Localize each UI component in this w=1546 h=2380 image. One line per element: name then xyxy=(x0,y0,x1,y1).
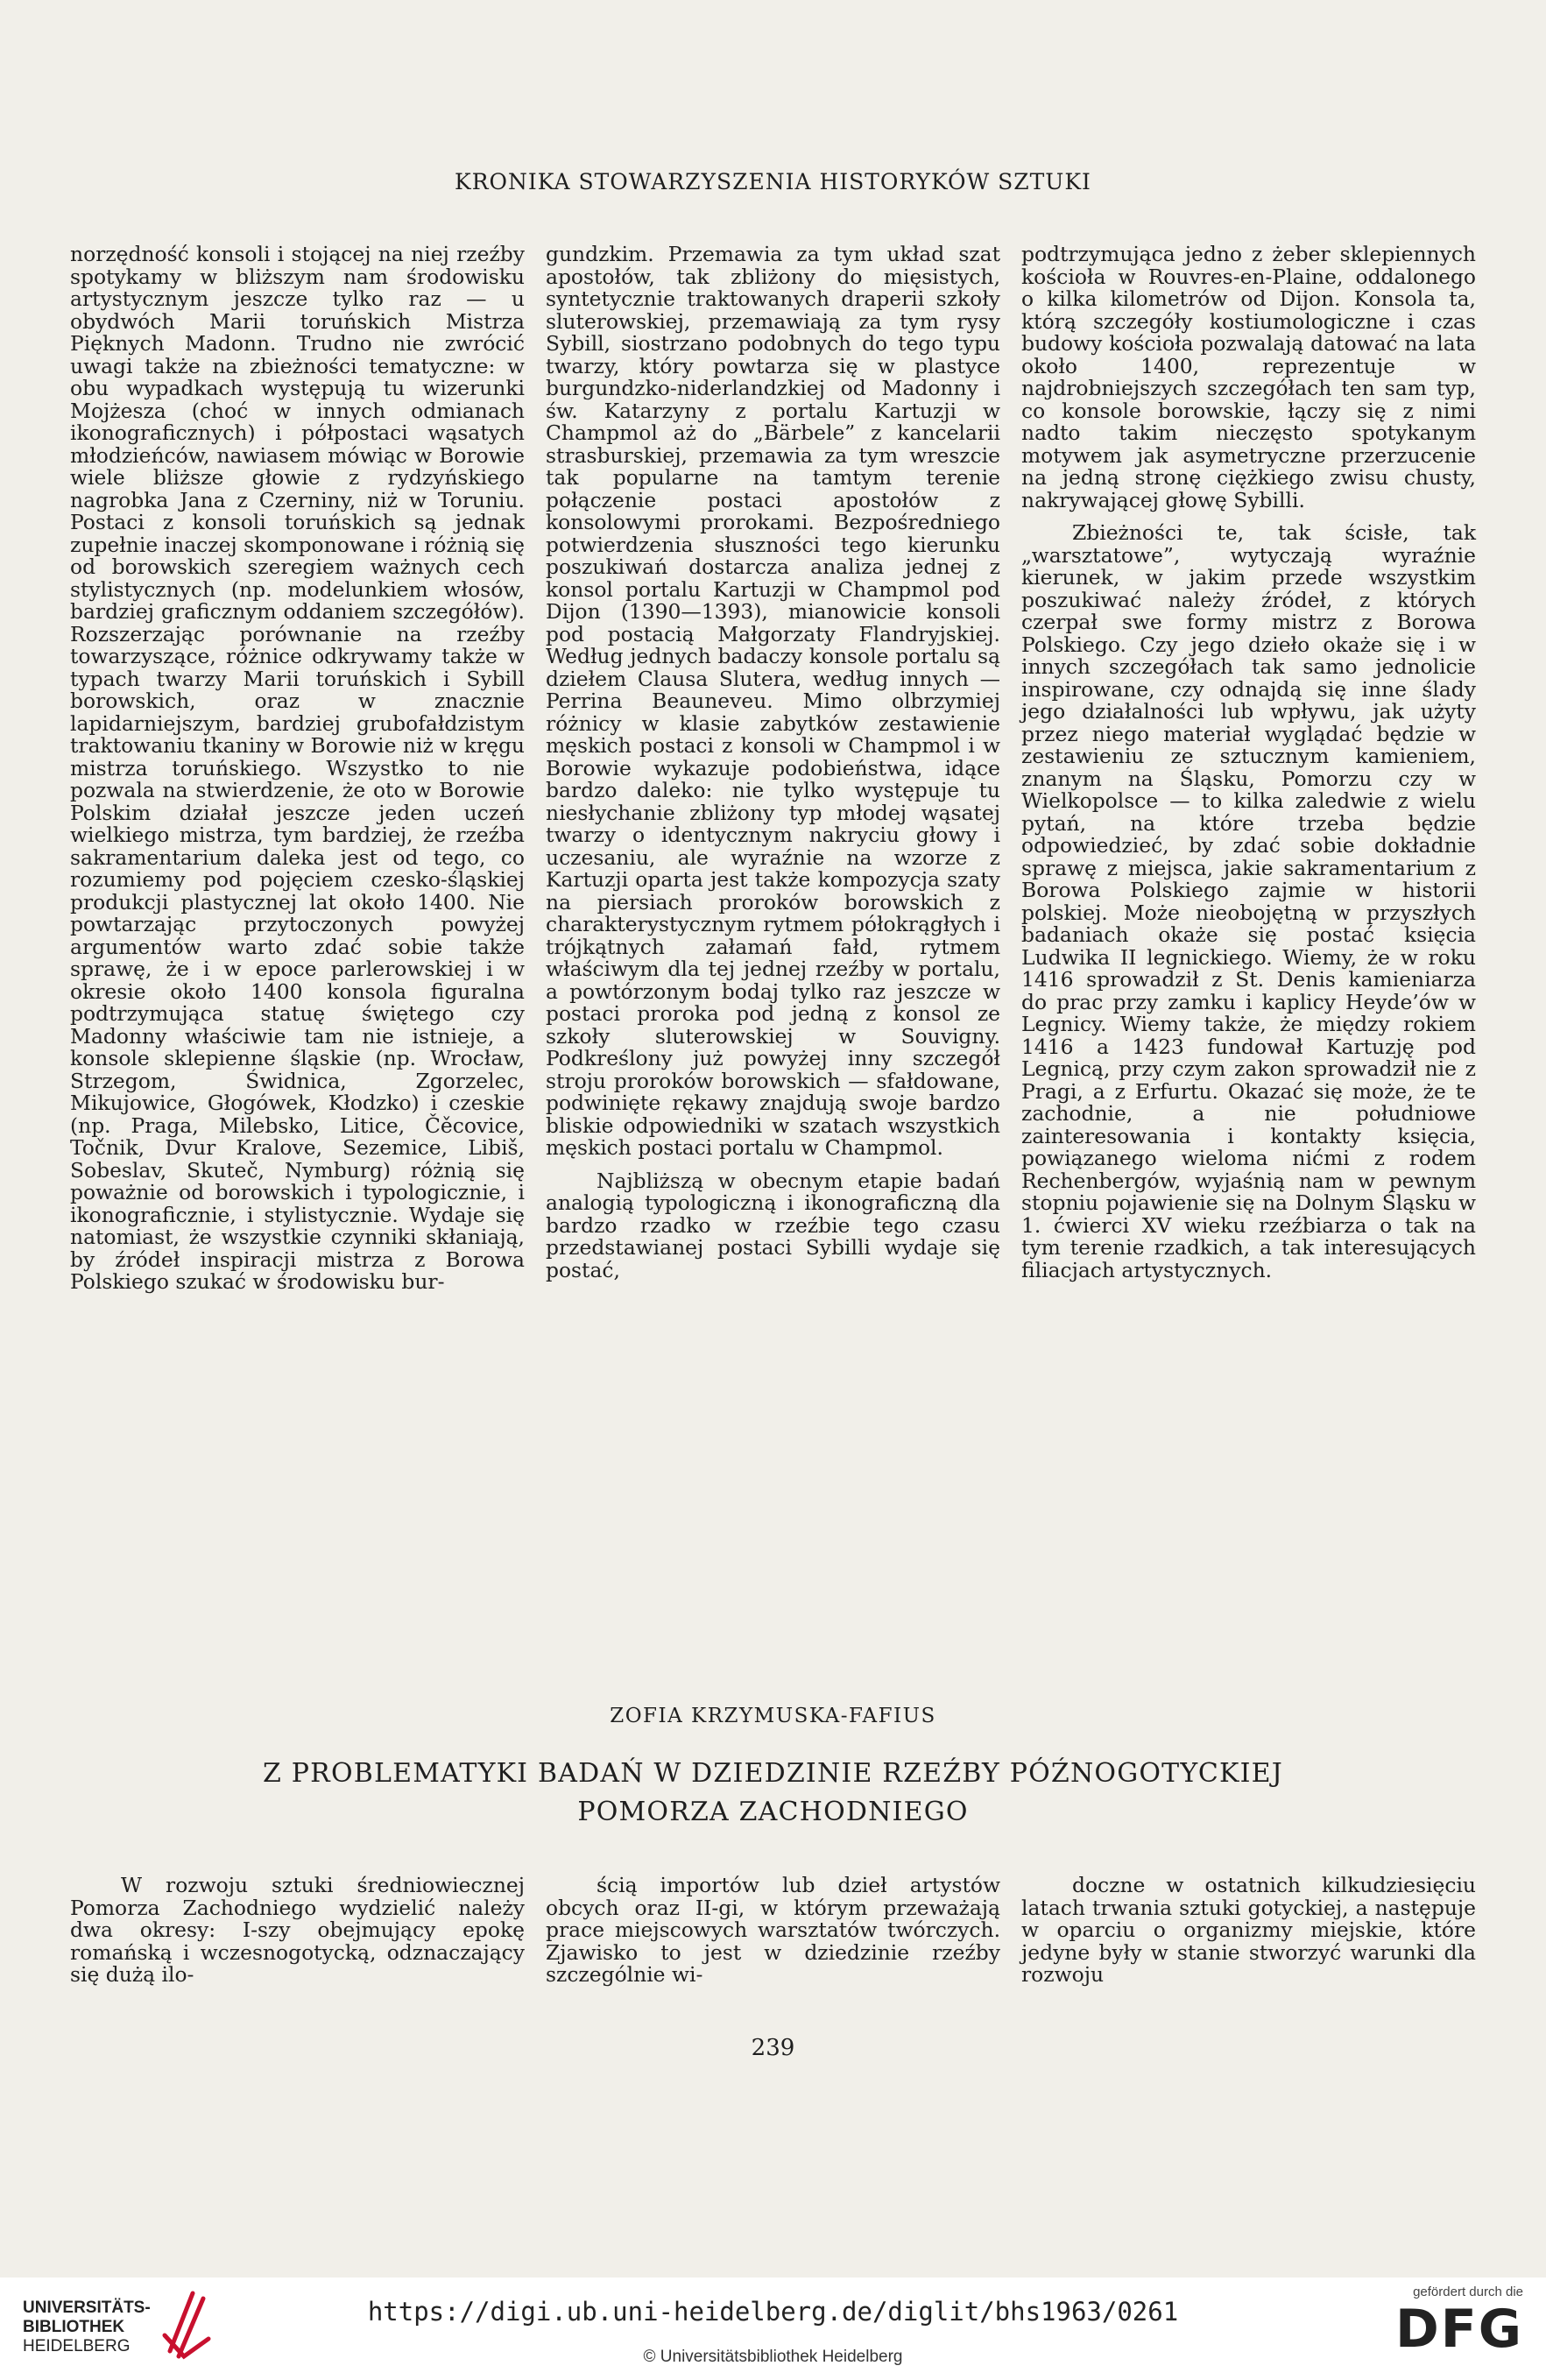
funder-caption: gefördert durch die xyxy=(1413,2285,1523,2299)
paragraph: W rozwoju sztuki średniowiecznej Pomorza Zachodniego wydzielić należy dwa okresy: I-szy obejmujący epokę romańską i wczesnogotycką, odznaczający się dużą ilo- xyxy=(70,1873,525,1987)
article-title-line-2: POMORZA ZACHODNIEGO xyxy=(577,1797,969,1827)
article-column-left xyxy=(70,1875,525,2006)
text-column-left xyxy=(70,244,525,1619)
library-footer xyxy=(0,2278,1546,2380)
article-text-columns xyxy=(70,1875,1476,2006)
copyright-notice: © Universitätsbibliothek Heidelberg xyxy=(643,2348,903,2366)
paragraph: Najbliższą w obecnym etapie badań analogią typologiczną i ikonograficzną dla bardzo rzadko w rzeźbie tego czasu przedstawianej postaci Sybilli wydaje się postać, xyxy=(546,1168,1000,1282)
page-number: 239 xyxy=(751,2035,795,2061)
top-text-columns xyxy=(70,244,1476,1619)
paragraph: podtrzymująca jedno z żeber sklepiennych kościoła w Rouvres-en-Plaine, oddalonego o kilka kilometrów od Dijon. Konsola ta, którą szczegóły kostiumologiczne i czas budowy kościoła pozwalają datować na lata około 1400, reprezentuje w najdrobniejszych szczegółach ten sam typ, co konsole borowskie, łączy się z nimi nadto takim nieczęsto spotykanym motywem jak asymetryczne przerzucenie na jedną stronę ciężkiego zwisu chusty, nakrywającej głowę Sybilli. xyxy=(1021,242,1476,512)
article-column-middle xyxy=(546,1875,1000,2006)
library-name-line-3: HEIDELBERG xyxy=(23,2337,131,2355)
paragraph: norzędność konsoli i stojącej na niej rzeźby spotykamy w bliższym nam środowisku artystycznym jeszcze tylko raz — u obydwóch Marii toruńskich Mistrza Pięknych Madonn. Trudno nie zwrócić uwagi także na zbieżności tematyczne: w obu wypadkach występują tu wizerunki Mojżesza (choć w innych odmianach ikonograficznych) i półpostaci wąsatych młodzieńców, nawiasem mówiąc w Borowie wiele bliższe głowie z rydzyńskiego nagrobka Jana z Czerniny, niż w Toruniu. Postaci z konsoli toruńskich są jednak zupełnie inaczej skomponowane i różnią się od borowskich szeregiem ważnych cech stylistycznych (np. modelunkiem włosów, bardziej graficznym oddaniem szczegółów). Rozszerzając porównanie na rzeźby towarzyszące, różnice odkrywamy także w typach twarzy Marii toruńskich i Sybill borowskich, oraz w znacznie lapidarniejszym, bardziej grubofałdzistym traktowaniu tkaniny w Borowie niż w kręgu mistrza toruńskiego. Wszystko to nie pozwala na stwierdzenie, że oto w Borowie Polskim działał jeszcze jeden uczeń wielkiego mistrza, tym bardziej, że rzeźba sakramentarium daleka jest od tego, co rozumiemy pod pojęciem czesko-śląskiej produkcji plastycznej lat około 1400. Nie powtarzając przytoczonych powyżej argumentów warto zdać sobie także sprawę, że i w epoce parlerowskiej i w okresie około 1400 konsola figuralna podtrzymująca statuę świętego czy Madonny właściwie tam nie istnieje, a konsole sklepienne śląskie (np. Wrocław, Strzegom, Świdnica, Zgorzelec, Mikujowice, Głogówek, Kłodzko) i czeskie (np. Praga, Milebsko, Litice, Čěcovice, Točnik, Dvur Kralove, Sezemice, Libiš, Sobeslav, Skuteč, Nymburg) różnią się poważnie od borowskich i typologicznie, i ikonograficznie, i stylistycznie. Wydaje się natomiast, że wszystkie czynniki skłaniają, by źródeł inspiracji mistrza z Borowa Polskiego szukać w środowisku bur- xyxy=(70,242,525,1294)
funder-block xyxy=(1394,2285,1523,2360)
article-title xyxy=(131,1755,1415,1832)
article-title-line-1: Z PROBLEMATYKI BADAŃ W DZIEDZINIE RZEŹBY PÓŹNOGOTYCKIEJ xyxy=(263,1758,1283,1789)
paragraph: gundzkim. Przemawia za tym układ szat apostołów, tak zbliżony do mięsistych, syntetycznie traktowanych draperii szkoły sluterowskiej, przemawiają za tym rysy Sybill, siostrzano podobnych do tego typu twarzy, który powtarza się w plastyce burgundzko-niderlandzkiej od Madonny i św. Katarzyny z portalu Kartuzji w Champmol aż do „Bärbele” z kancelarii strasburskiej, przemawia za tym wreszcie tak popularne na tamtym terenie połączenie postaci apostołów z konsolowymi prorokami. Bezpośredniego potwierdzenia słuszności tego kierunku poszukiwań dostarcza analiza jednej z konsol portalu Kartuzji w Champmol pod Dijon (1390—1393), mianowicie konsoli pod postacią Małgorzaty Flandryjskiej. Według jednych badaczy konsole portalu są dziełem Clausa Slutera, według innych — Perrina Beauneveu. Mimo olbrzymiej różnicy w klasie zabytków zestawienie męskich postaci z konsoli w Champmol i w Borowie wykazuje podobieństwa, idące bardzo daleko: nie tylko występuje tu niesłychanie zbliżony typ młodej wąsatej twarzy o identycznym nakryciu głowy i uczesaniu, ale wyraźnie na wzorze z Kartuzji oparta jest także kompozycja szaty na piersiach proroków borowskich z charakterystycznym rytmem półokrągłych i trójkątnych załamań fałd, rytmem właściwym dla tej jednej rzeźby w portalu, a powtórzonym bodaj tylko raz jeszcze w postaci proroka pod jedną z konsol ze szkoły sluterowskiej w Souvigny. Podkreślony już powyżej inny szczegół stroju proroków borowskich — sfałdowane, podwinięte rękawy znajdują swoje bardzo bliskie odpowiedniki w szatach wszystkich męskich postaci portalu w Champmol. xyxy=(546,242,1000,1160)
library-name-line-2: BIBLIOTHEK xyxy=(23,2318,125,2336)
article-column-right xyxy=(1021,1875,1476,2006)
text-column-middle xyxy=(546,244,1000,1619)
library-name-line-1: UNIVERSITÄTS- xyxy=(23,2299,151,2317)
paragraph: ścią importów lub dzieł artystów obcych oraz II-gi, w którym przeważają prace miejscowych warsztatów twórczych. Zjawisko to jest w dziedzinie rzeźby szczególnie wi- xyxy=(546,1873,1000,1987)
paragraph: doczne w ostatnich kilkudziesięciu latach trwania sztuki gotyckiej, a następuje w oparciu o organizmy miejskie, które jedyne były w stanie stworzyć warunki dla rozwoju xyxy=(1021,1873,1476,1987)
paragraph: Zbieżności te, tak ścisłe, tak „warsztatowe”, wytyczają wyraźnie kierunek, w jakim przede wszystkim poszukiwać należy źródeł, z których czerpał swe formy mistrz z Borowa Polskiego. Czy jego dzieło okaże się i w innych szczegółach tak samo jednolicie inspirowane, czy odnajdą się inne ślady jego działalności lub wpływu, jak użyty przez niego materiał wyglądać będzie w zestawieniu ze sztucznym kamieniem, znanym na Śląsku, Pomorzu czy w Wielkopolsce — to kilka zaledwie z wielu pytań, na które trzeba będzie odpowiedzieć, by zdać sobie dokładnie sprawę z miejsca, jakie sakramentarium z Borowa Polskiego zajmie w historii polskiej. Może nieobojętną w przyszłych badaniach okaże się postać księcia Ludwika II legnickiego. Wiemy, że w roku 1416 sprowadził z St. Denis kamieniarza do prac przy zamku i kaplicy Heyde’ów w Legnicy. Wiemy także, że między rokiem 1416 a 1423 fundował Kartuzję pod Legnicą, przy czym zakon sprowadził nie z Pragi, a z Erfurtu. Okazać się może, że te zachodnie, a nie południowe zainteresowania i kontakty księcia, powiązanego wieloma nićmi z rodem Rechenbergów, wyjaśnią nam w pewnym stopniu pojawienie się na Dolnym Śląsku w 1. ćwierci XV wieku rzeźbiarza o tak na tym terenie rzadkich, a tak interesujących filiacjach artystycznych. xyxy=(1021,520,1476,1282)
running-head: KRONIKA STOWARZYSZENIA HISTORYKÓW SZTUKI xyxy=(455,169,1091,194)
source-url-link[interactable]: https://digi.ub.uni-heidelberg.de/diglit/bhs1963/0261 xyxy=(367,2297,1179,2327)
article-author: ZOFIA KRZYMUSKA-FAFIUS xyxy=(610,1705,936,1727)
text-column-right xyxy=(1021,244,1476,1619)
dfg-logo: DFG xyxy=(1394,2299,1523,2360)
